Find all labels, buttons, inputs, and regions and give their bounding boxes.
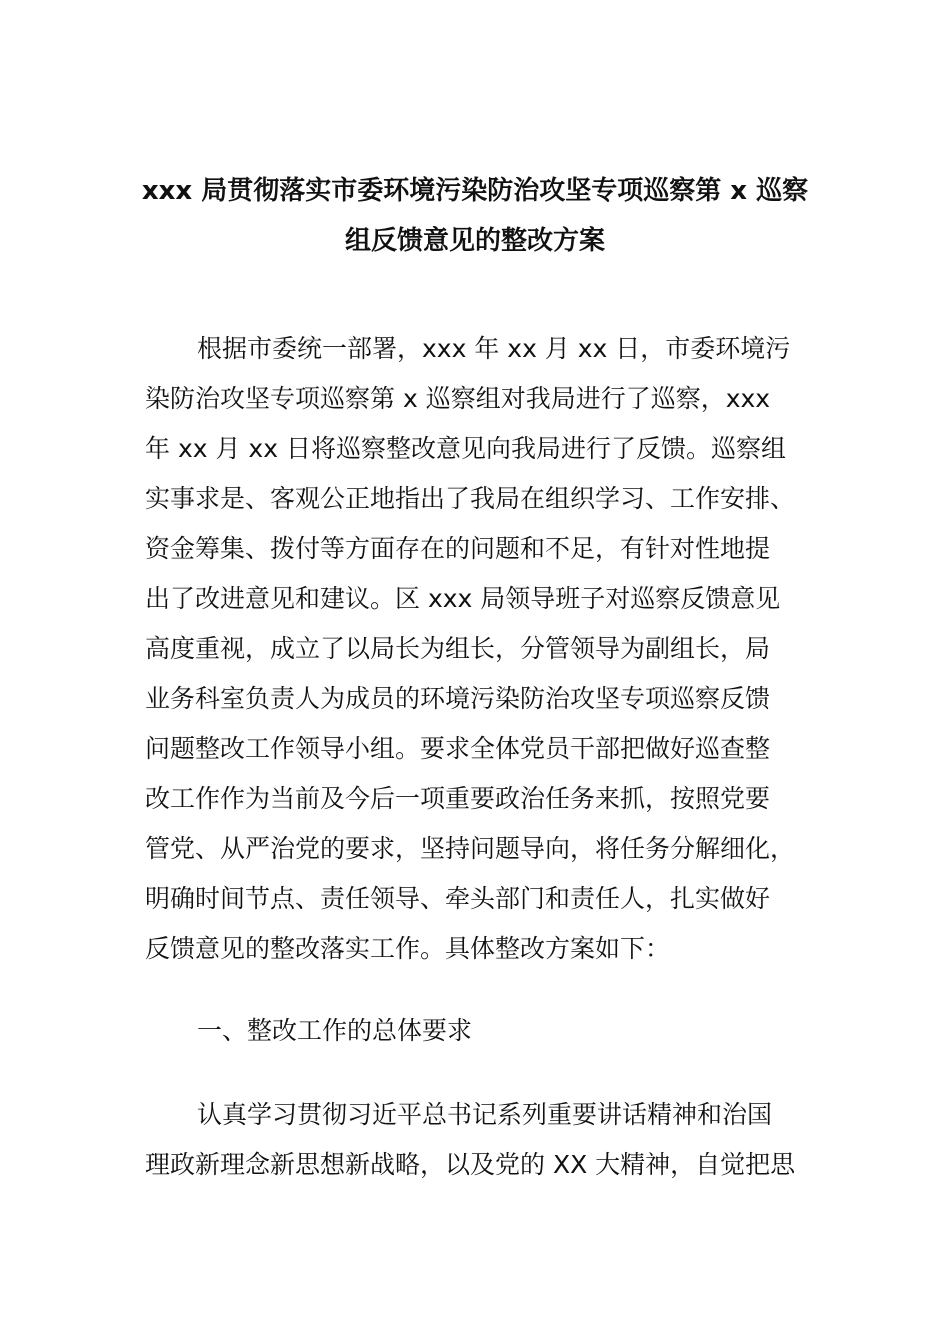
paragraph-1-line-2: 染防治攻坚专项巡察第 x 巡察组对我局进行了巡察，xxx [145, 384, 771, 413]
title-line-1: xxx 局贯彻落实市委环境污染防治攻坚专项巡察第 x 巡察 [141, 176, 809, 206]
document-title [140, 166, 810, 266]
paragraph-1-line-4: 实事求是、客观公正地指出了我局在组织学习、工作安排、 [145, 484, 796, 513]
paragraph-1-line-7: 高度重视，成立了以局长为组长，分管领导为副组长，局 [145, 634, 771, 663]
paragraph-2-line-1: 认真学习贯彻习近平总书记系列重要讲话精神和治国 [197, 1100, 773, 1129]
paragraph-1-line-1: 根据市委统一部署，xxx 年 xx 月 xx 日，市委环境污 [197, 334, 791, 363]
paragraph-1-line-10: 改工作作为当前及今后一项重要政治任务来抓，按照党要 [145, 784, 771, 813]
paragraph-2-line-2: 理政新理念新思想新战略，以及党的 XX 大精神，自觉把思 [145, 1150, 796, 1179]
paragraph-1-line-8: 业务科室负责人为成员的环境污染防治攻坚专项巡察反馈 [145, 684, 771, 713]
paragraph-1-line-9: 问题整改工作领导小组。要求全体党员干部把做好巡查整 [145, 734, 771, 763]
paragraph-1-line-12: 明确时间节点、责任领导、牵头部门和责任人，扎实做好 [145, 884, 771, 913]
paragraph-1-line-11: 管党、从严治党的要求，坚持问题导向，将任务分解细化， [145, 834, 796, 863]
paragraph-1-line-6: 出了改进意见和建议。区 xxx 局领导班子对巡察反馈意见 [145, 584, 781, 613]
paragraph-1-line-5: 资金筹集、拨付等方面存在的问题和不足，有针对性地提 [145, 534, 771, 563]
section-1-heading-text: 一、整改工作的总体要求 [197, 1016, 473, 1045]
section-1-heading [145, 1006, 810, 1056]
paragraph-1-line-3: 年 xx 月 xx 日将巡察整改意见向我局进行了反馈。巡察组 [145, 434, 786, 463]
paragraph-2 [145, 1090, 810, 1190]
paragraph-1-line-13: 反馈意见的整改落实工作。具体整改方案如下： [145, 934, 671, 963]
title-line-2: 组反馈意见的整改方案 [344, 226, 605, 256]
paragraph-1 [145, 324, 810, 974]
